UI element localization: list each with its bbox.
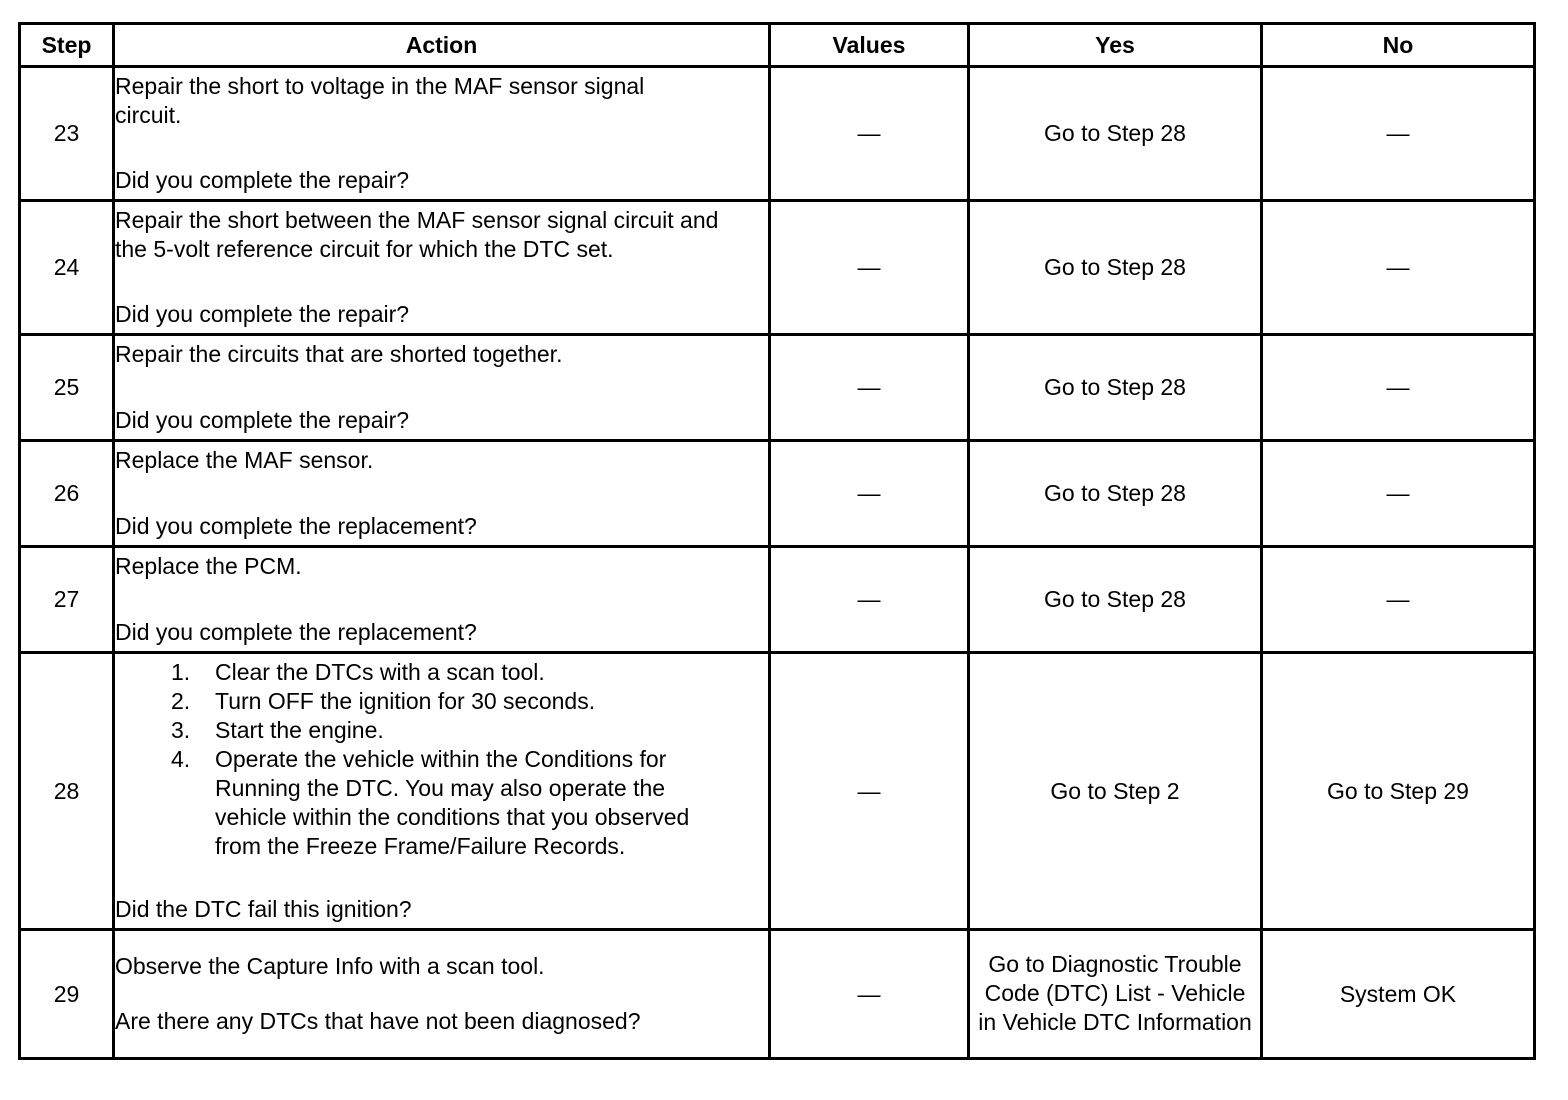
procedure-item <box>171 687 768 716</box>
header-yes: Yes <box>969 24 1262 67</box>
table-row <box>20 67 1535 201</box>
no-cell: System OK <box>1262 930 1535 1059</box>
values-cell: — <box>770 67 969 201</box>
no-cell: — <box>1262 547 1535 653</box>
table-row <box>20 441 1535 547</box>
procedure-item-number: 4. <box>171 746 191 772</box>
yes-cell: Go to Step 2 <box>969 653 1262 930</box>
yes-cell: Go to Step 28 <box>969 201 1262 335</box>
action-question: Did you complete the repair? <box>115 301 410 327</box>
procedure-item-text: Start the engine. <box>215 717 384 743</box>
values-cell: — <box>770 547 969 653</box>
header-row <box>20 24 1535 67</box>
procedure-item-number: 2. <box>171 688 191 714</box>
yes-cell: Go to Step 28 <box>969 335 1262 441</box>
header-step: Step <box>20 24 114 67</box>
action-question: Did you complete the replacement? <box>115 513 477 539</box>
action-instruction: Replace the MAF sensor. <box>115 447 374 473</box>
action-cell <box>114 441 770 547</box>
procedure-item <box>171 658 768 687</box>
step-number: 24 <box>20 201 114 335</box>
no-cell: Go to Step 29 <box>1262 653 1535 930</box>
step-number: 26 <box>20 441 114 547</box>
step-number: 27 <box>20 547 114 653</box>
action-cell <box>114 547 770 653</box>
action-cell <box>114 930 770 1059</box>
header-no: No <box>1262 24 1535 67</box>
no-cell: — <box>1262 67 1535 201</box>
table-row <box>20 335 1535 441</box>
action-question: Did the DTC fail this ignition? <box>115 896 412 922</box>
procedure-item-text: Turn OFF the ignition for 30 seconds. <box>215 688 596 714</box>
step-number: 28 <box>20 653 114 930</box>
procedure-item <box>171 745 735 861</box>
procedure-item-text: Operate the vehicle within the Conditions for Running the DTC. You may also operate the vehicle within the conditions that you observed from the Freeze Frame/Failure Records. <box>215 746 690 859</box>
no-cell: — <box>1262 335 1535 441</box>
action-cell <box>114 201 770 335</box>
values-cell: — <box>770 335 969 441</box>
yes-cell: Go to Step 28 <box>969 67 1262 201</box>
action-instruction: Repair the short to voltage in the MAF sensor signal circuit. <box>115 73 645 128</box>
procedure-item-number: 3. <box>171 717 191 743</box>
action-instruction: Replace the PCM. <box>115 553 302 579</box>
table-row <box>20 930 1535 1059</box>
action-cell <box>114 67 770 201</box>
header-values: Values <box>770 24 969 67</box>
step-number: 25 <box>20 335 114 441</box>
action-instruction: Repair the circuits that are shorted together. <box>115 341 563 367</box>
procedure-item-text: Clear the DTCs with a scan tool. <box>215 659 545 685</box>
action-question: Are there any DTCs that have not been diagnosed? <box>115 1008 641 1034</box>
table-row <box>20 653 1535 930</box>
action-cell <box>114 653 770 930</box>
values-cell: — <box>770 441 969 547</box>
values-cell: — <box>770 653 969 930</box>
diagnostic-table <box>18 22 1536 1060</box>
procedure-item <box>171 716 768 745</box>
procedure-item-number: 1. <box>171 659 191 685</box>
step-number: 23 <box>20 67 114 201</box>
no-cell: — <box>1262 201 1535 335</box>
values-cell: — <box>770 201 969 335</box>
no-cell: — <box>1262 441 1535 547</box>
action-question: Did you complete the repair? <box>115 167 410 193</box>
header-action: Action <box>114 24 770 67</box>
action-question: Did you complete the replacement? <box>115 619 477 645</box>
step-number: 29 <box>20 930 114 1059</box>
yes-cell: Go to Step 28 <box>969 441 1262 547</box>
yes-cell: Go to Step 28 <box>969 547 1262 653</box>
action-instruction: Observe the Capture Info with a scan tool. <box>115 953 545 979</box>
yes-cell: Go to Diagnostic Trouble Code (DTC) List - Vehicle in Vehicle DTC Information <box>969 930 1262 1059</box>
table-row <box>20 547 1535 653</box>
action-instruction: Repair the short between the MAF sensor signal circuit and the 5-volt reference circuit for which the DTC set. <box>115 207 719 262</box>
action-cell <box>114 335 770 441</box>
table-row <box>20 201 1535 335</box>
values-cell: — <box>770 930 969 1059</box>
action-question: Did you complete the repair? <box>115 407 410 433</box>
procedure-list <box>115 658 768 861</box>
